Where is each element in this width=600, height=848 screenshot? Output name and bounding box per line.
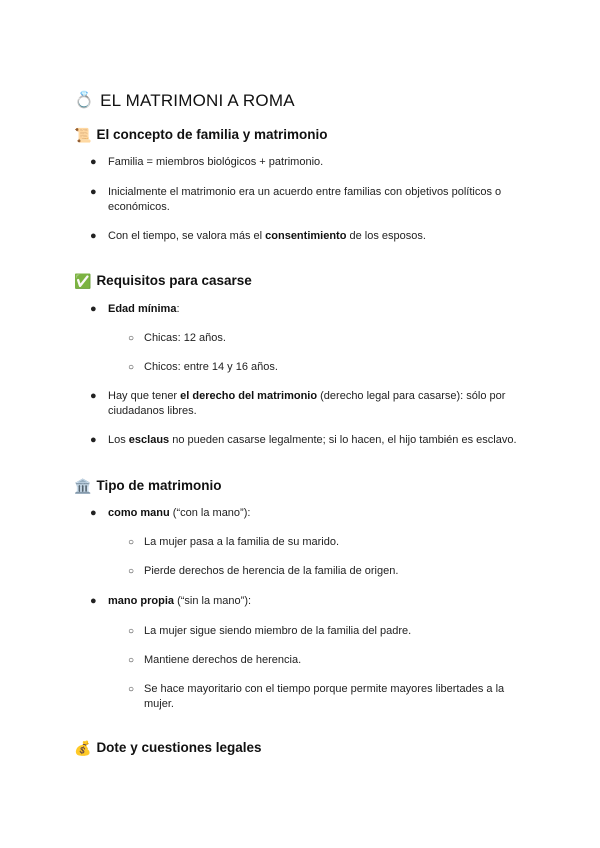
section-heading-concepto	[74, 127, 328, 142]
classical-building-icon: 🏛️	[74, 477, 92, 494]
ring-icon: 💍	[74, 92, 95, 109]
list-item: Chicos: entre 14 y 16 años.	[144, 361, 278, 373]
list-item: mano propia (“sin la mano”):	[108, 595, 252, 607]
sub-bullet-icon: ○	[128, 333, 135, 344]
bullet-icon: ●	[90, 434, 97, 446]
bullet-icon: ●	[90, 186, 97, 198]
section-heading-tipo	[74, 478, 221, 493]
section-heading-text: Requisitos para casarse	[96, 273, 252, 288]
page-title	[74, 91, 295, 111]
list-item: La mujer pasa a la familia de su marido.	[144, 536, 340, 548]
section-heading-text: El concepto de familia y matrimonio	[96, 127, 328, 142]
bullet-icon: ●	[90, 156, 97, 168]
bullet-icon: ●	[90, 595, 97, 607]
section-heading-text: Dote y cuestiones legales	[96, 740, 262, 755]
bullet-icon: ●	[90, 390, 97, 402]
list-item: La mujer sigue siendo miembro de la familia del padre.	[144, 625, 412, 637]
sub-bullet-icon: ○	[128, 626, 135, 637]
list-item: como manu (“con la mano”):	[108, 507, 251, 519]
list-item: Familia = miembros biológicos + patrimonio.	[108, 156, 324, 168]
scroll-icon: 📜	[74, 126, 92, 143]
list-item: Con el tiempo, se valora más el consentimiento de los esposos.	[108, 230, 426, 242]
page-title-text: EL MATRIMONI A ROMA	[100, 91, 295, 110]
list-item: Pierde derechos de herencia de la familia de origen.	[144, 565, 399, 577]
section-heading-text: Tipo de matrimonio	[96, 478, 222, 493]
list-item: Inicialmente el matrimonio era un acuerdo entre familias con objetivos políticos o económicos.	[108, 186, 502, 213]
bullet-icon: ●	[90, 303, 97, 315]
sub-bullet-icon: ○	[128, 566, 135, 577]
list-item: Hay que tener el derecho del matrimonio (derecho legal para casarse): sólo por ciudadanos libres.	[108, 390, 506, 417]
sub-bullet-icon: ○	[128, 537, 135, 548]
check-icon: ✅	[74, 272, 92, 289]
list-item: Se hace mayoritario con el tiempo porque permite mayores libertades a la mujer.	[144, 683, 505, 710]
list-item: Mantiene derechos de herencia.	[144, 654, 302, 666]
list-item: Chicas: 12 años.	[144, 332, 226, 344]
money-bag-icon: 💰	[74, 739, 92, 756]
section-heading-requisitos	[74, 273, 252, 288]
bullet-icon: ●	[90, 230, 97, 242]
list-item: Edad mínima:	[108, 303, 180, 315]
sub-bullet-icon: ○	[128, 684, 135, 695]
sub-bullet-icon: ○	[128, 655, 135, 666]
sub-bullet-icon: ○	[128, 362, 135, 373]
list-item: Los esclaus no pueden casarse legalmente; si lo hacen, el hijo también es esclavo.	[108, 434, 517, 446]
section-heading-dote	[74, 740, 262, 755]
bullet-icon: ●	[90, 507, 97, 519]
